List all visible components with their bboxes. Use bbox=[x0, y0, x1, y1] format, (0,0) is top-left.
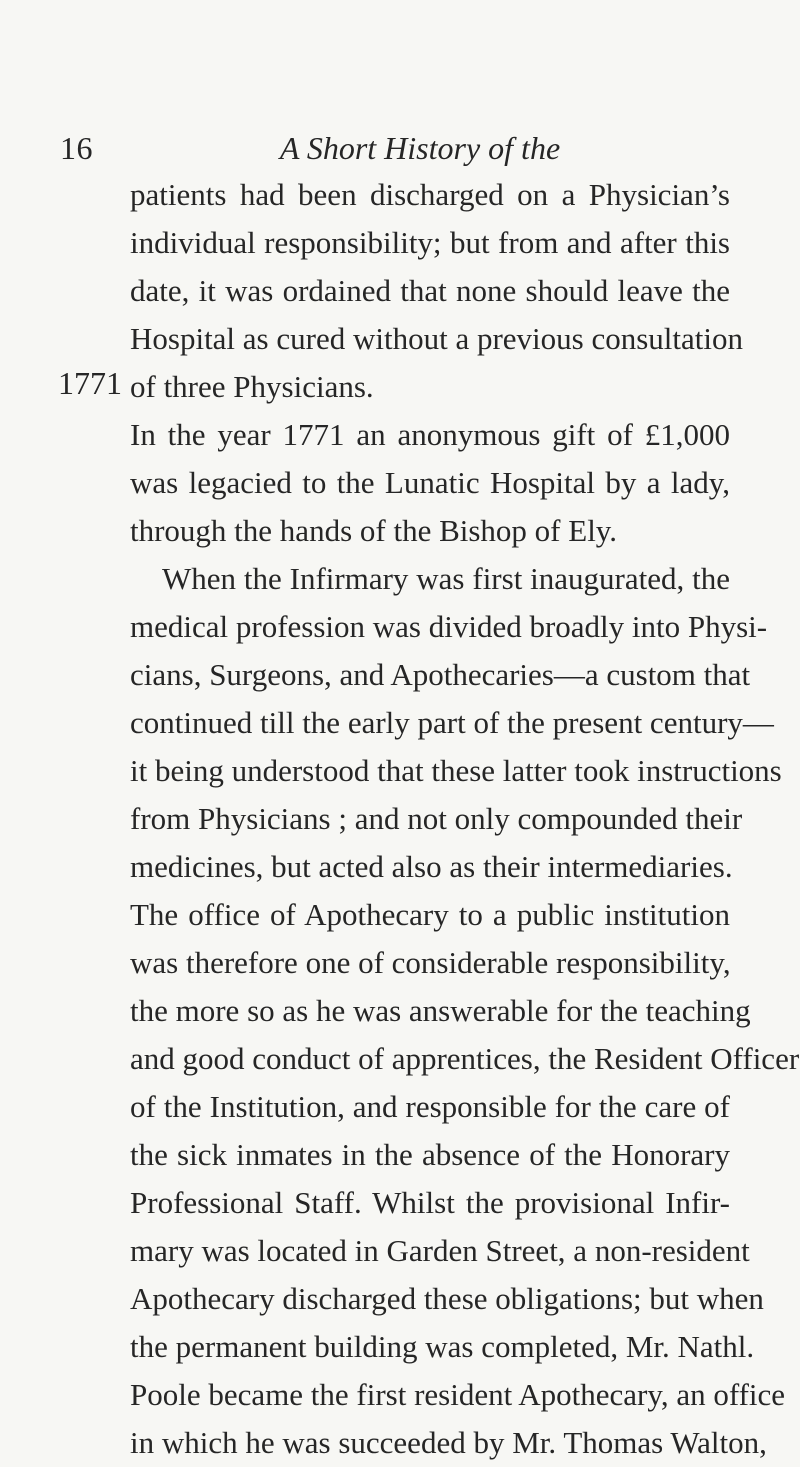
text-line: through the hands of the Bishop of Ely. bbox=[130, 513, 618, 548]
text-line: medicines, but acted also as their intermediaries. bbox=[130, 849, 733, 884]
margin-year: 1771 bbox=[58, 365, 122, 401]
text-line: the permanent building was completed, Mr. Nathl. bbox=[130, 1329, 755, 1364]
text-line: of the Institution, and responsible for the care of bbox=[130, 1089, 730, 1124]
body-text bbox=[130, 171, 800, 1467]
text-line: Poole became the first resident Apothecary, an office bbox=[130, 1377, 786, 1412]
text-line: from Physicians ; and not only compounded their bbox=[130, 801, 743, 836]
text-line: was therefore one of considerable responsibility, bbox=[130, 945, 731, 980]
text-line: continued till the early part of the present century— bbox=[130, 705, 774, 740]
text-line: and good conduct of apprentices, the Resident Officer bbox=[130, 1041, 800, 1076]
text-line: In the year 1771 an anonymous gift of £1,000 bbox=[130, 417, 730, 452]
text-line: The office of Apothecary to a public institution bbox=[130, 897, 730, 932]
text-line: When the Infirmary was first inaugurated, the bbox=[162, 561, 730, 596]
text-line: medical profession was divided broadly into Physi- bbox=[130, 609, 768, 644]
text-line: Hospital as cured without a previous consultation bbox=[130, 321, 743, 356]
text-line: of three Physicians. bbox=[130, 369, 374, 404]
text-line: was legacied to the Lunatic Hospital by a lady, bbox=[130, 465, 730, 500]
text-line: date, it was ordained that none should leave the bbox=[130, 273, 730, 308]
text-line: patients had been discharged on a Physician’s bbox=[130, 177, 730, 212]
text-line: mary was located in Garden Street, a non-resident bbox=[130, 1233, 750, 1268]
text-line: cians, Surgeons, and Apothecaries—a custom that bbox=[130, 657, 751, 692]
text-line: the sick inmates in the absence of the Honorary bbox=[130, 1137, 730, 1172]
text-line: it being understood that these latter took instructions bbox=[130, 753, 782, 788]
running-head: A Short History of the bbox=[279, 130, 561, 166]
text-line: in which he was succeeded by Mr. Thomas Walton, bbox=[130, 1425, 767, 1460]
text-line: Apothecary discharged these obligations; but when bbox=[130, 1281, 764, 1316]
text-line: the more so as he was answerable for the teaching bbox=[130, 993, 751, 1028]
text-line: individual responsibility; but from and after this bbox=[130, 225, 730, 260]
page-number: 16 bbox=[60, 130, 93, 166]
text-line: Professional Staff. Whilst the provisional Infir- bbox=[130, 1185, 730, 1220]
